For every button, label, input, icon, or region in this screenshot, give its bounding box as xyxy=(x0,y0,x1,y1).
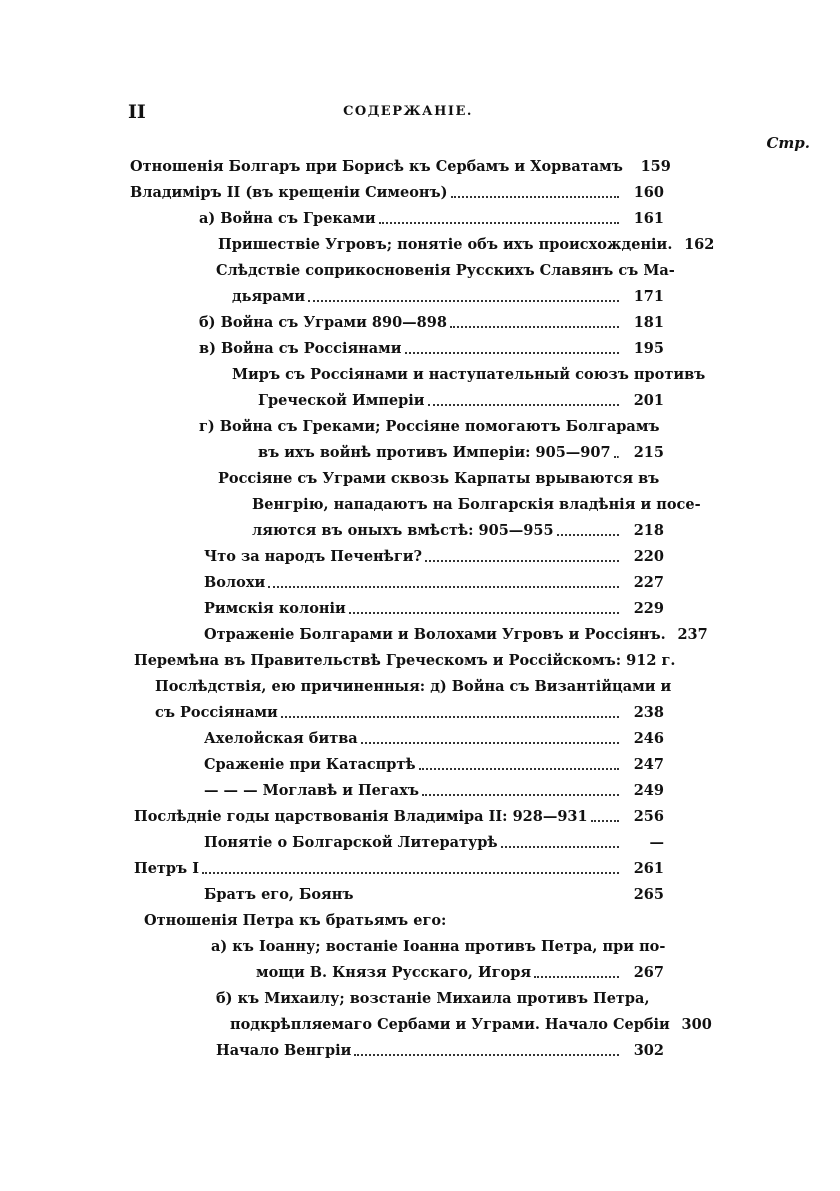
toc-entry xyxy=(230,1014,712,1036)
toc-entry xyxy=(258,390,664,412)
toc-entry-page: 161 xyxy=(633,210,664,227)
toc-entry-text: Отраженіе Болгарами и Волохами Угровъ и Россіянъ. xyxy=(204,626,666,643)
toc-entry-line: Слѣдствіе соприкосновенія Русскихъ Славянъ съ Ма- xyxy=(216,262,675,279)
dot-leader xyxy=(379,222,619,224)
toc-entry-page: 265 xyxy=(633,886,664,903)
toc-entry xyxy=(199,338,664,360)
toc-entry xyxy=(204,572,664,594)
dot-leader xyxy=(501,846,619,848)
toc-entry-text: Что за народъ Печенѣги? xyxy=(204,548,422,565)
toc-entry-line: г) Война съ Греками; Россіяне помогаютъ Болгарамъ xyxy=(199,418,660,435)
toc-entry-page: 171 xyxy=(633,288,664,305)
toc-entry-line: а) къ Іоанну; востаніе Іоанна противъ Петра, при по- xyxy=(211,938,666,955)
toc-entry-page: 220 xyxy=(633,548,664,565)
toc-entry-text: Волохи xyxy=(204,574,266,591)
dot-leader xyxy=(422,794,619,796)
toc-entry-page: 195 xyxy=(633,340,664,357)
toc-entry-line: Отношенія Петра къ братьямъ его: xyxy=(144,912,447,929)
toc-entry xyxy=(204,728,664,750)
toc-entry-text: мощи В. Князя Русскаго, Игоря xyxy=(256,964,532,981)
toc-entry-text: подкрѣпляемаго Сербами и Уграми. Начало Сербіи xyxy=(230,1016,670,1033)
toc-entry-text: Петръ I xyxy=(134,860,199,877)
page-column-label: Стр. xyxy=(766,134,810,152)
toc-entry-line: Послѣдствія, ею причиненныя: д) Война съ Византійцами и xyxy=(155,678,672,695)
toc-entry-text: в) Война съ Россіянами xyxy=(199,340,402,357)
toc-entry xyxy=(204,624,708,646)
dot-leader xyxy=(450,326,619,328)
toc-entry-page: 249 xyxy=(633,782,664,799)
toc-entry-text: дьярами xyxy=(232,288,306,305)
toc-entry-line: Венгрію, нападаютъ на Болгарскія владѣнія и посе- xyxy=(252,496,701,513)
toc-entry-page: 247 xyxy=(633,756,664,773)
toc-entry-text: Римскія колоніи xyxy=(204,600,346,617)
toc-entry-page: 218 xyxy=(633,522,664,539)
toc-entry-text: ляются въ оныхъ вмѣстѣ: 905—955 xyxy=(252,522,554,539)
toc-entry-page: 229 xyxy=(633,600,664,617)
toc-entry-page: 162 xyxy=(684,236,715,253)
dot-leader xyxy=(614,456,619,458)
dot-leader xyxy=(591,820,619,822)
toc-entry xyxy=(204,780,664,802)
toc-entry-page: 215 xyxy=(633,444,664,461)
toc-entry-line: Миръ съ Россіянами и наступательный союзъ противъ xyxy=(232,366,706,383)
toc-entry xyxy=(204,598,664,620)
dot-leader xyxy=(308,300,619,302)
toc-entry xyxy=(232,286,664,308)
dot-leader xyxy=(534,976,619,978)
toc-entry-text: б) Война съ Уграми 890—898 xyxy=(199,314,447,331)
toc-entry-text: съ Россіянами xyxy=(155,704,278,721)
toc-entry xyxy=(204,546,664,568)
toc-entry xyxy=(218,234,715,256)
dot-leader xyxy=(428,404,619,406)
toc-entry-page: 238 xyxy=(633,704,664,721)
toc-entry-page: 256 xyxy=(633,808,664,825)
toc-entry-text: — — — Моглавѣ и Пегахъ xyxy=(204,782,419,799)
dot-leader xyxy=(349,612,619,614)
toc-entry-text: Сраженіе при Катаспртѣ xyxy=(204,756,416,773)
toc-entry-line: Россіяне съ Уграми сквозь Карпаты врываются въ xyxy=(218,470,660,487)
toc-entry xyxy=(134,806,664,828)
toc-entry-text: Ахелойская битва xyxy=(204,730,358,747)
dot-leader xyxy=(268,586,619,588)
dot-leader xyxy=(425,560,619,562)
toc-entry xyxy=(199,208,664,230)
toc-entry-page: 237 xyxy=(677,626,708,643)
toc-entry-page: 159 xyxy=(640,158,671,175)
running-title: СОДЕРЖАНІЕ. xyxy=(343,104,473,119)
toc-entry xyxy=(155,702,664,724)
toc-entry-text: а) Война съ Греками xyxy=(199,210,376,227)
toc-entry-page: 201 xyxy=(633,392,664,409)
toc-entry xyxy=(256,962,664,984)
page-number: II xyxy=(128,101,146,123)
dot-leader xyxy=(419,768,619,770)
toc-entry-text: Владиміръ II (въ крещеніи Симеонъ) xyxy=(130,184,448,201)
dot-leader xyxy=(405,352,619,354)
toc-entry-text: Начало Венгріи xyxy=(216,1042,352,1059)
dot-leader xyxy=(557,534,619,536)
toc-entry-page: 160 xyxy=(633,184,664,201)
toc-entry xyxy=(204,754,664,776)
toc-entry-text: Братъ его, Боянъ xyxy=(204,886,354,903)
toc-entry xyxy=(204,884,664,906)
toc-entry-text: Послѣдніе годы царствованія Владиміра II: 928—931 xyxy=(134,808,588,825)
dot-leader xyxy=(281,716,619,718)
toc-entry-page: 246 xyxy=(633,730,664,747)
toc-entry-text: Понятіе о Болгарской Литературѣ xyxy=(204,834,498,851)
toc-entry-page: 227 xyxy=(633,574,664,591)
toc-entry xyxy=(130,182,664,204)
toc-entry-page: 300 xyxy=(681,1016,712,1033)
toc-entry-page: 302 xyxy=(633,1042,664,1059)
toc-entry xyxy=(258,442,664,464)
dot-leader xyxy=(202,872,619,874)
toc-entry-text: въ ихъ войнѣ противъ Имперіи: 905—907 xyxy=(258,444,611,461)
page-header xyxy=(128,101,688,125)
toc-entry-page: 267 xyxy=(633,964,664,981)
dot-leader xyxy=(451,196,620,198)
toc-entry-page: — xyxy=(649,834,664,851)
toc-entry xyxy=(204,832,664,854)
dot-leader xyxy=(354,1054,619,1056)
toc-entry xyxy=(216,1040,664,1062)
toc-entry xyxy=(134,858,664,880)
toc-entry-text: Пришествіе Угровъ; понятіе объ ихъ происхожденіи. xyxy=(218,236,673,253)
toc-entry xyxy=(252,520,664,542)
toc-entry-page: 181 xyxy=(633,314,664,331)
toc-entry-page: 261 xyxy=(633,860,664,877)
toc-entry-text: Греческой Имперіи xyxy=(258,392,425,409)
toc-entry-text: Отношенія Болгаръ при Борисѣ къ Сербамъ и Хорватамъ xyxy=(130,158,623,175)
toc-entry-line: Перемѣна въ Правительствѣ Греческомъ и Россійскомъ: 912 г. xyxy=(134,652,676,669)
toc-entry xyxy=(199,312,664,334)
toc-entry-line: б) къ Михаилу; возстаніе Михаила противъ Петра, xyxy=(216,990,650,1007)
toc-entry xyxy=(130,156,671,178)
dot-leader xyxy=(361,742,619,744)
